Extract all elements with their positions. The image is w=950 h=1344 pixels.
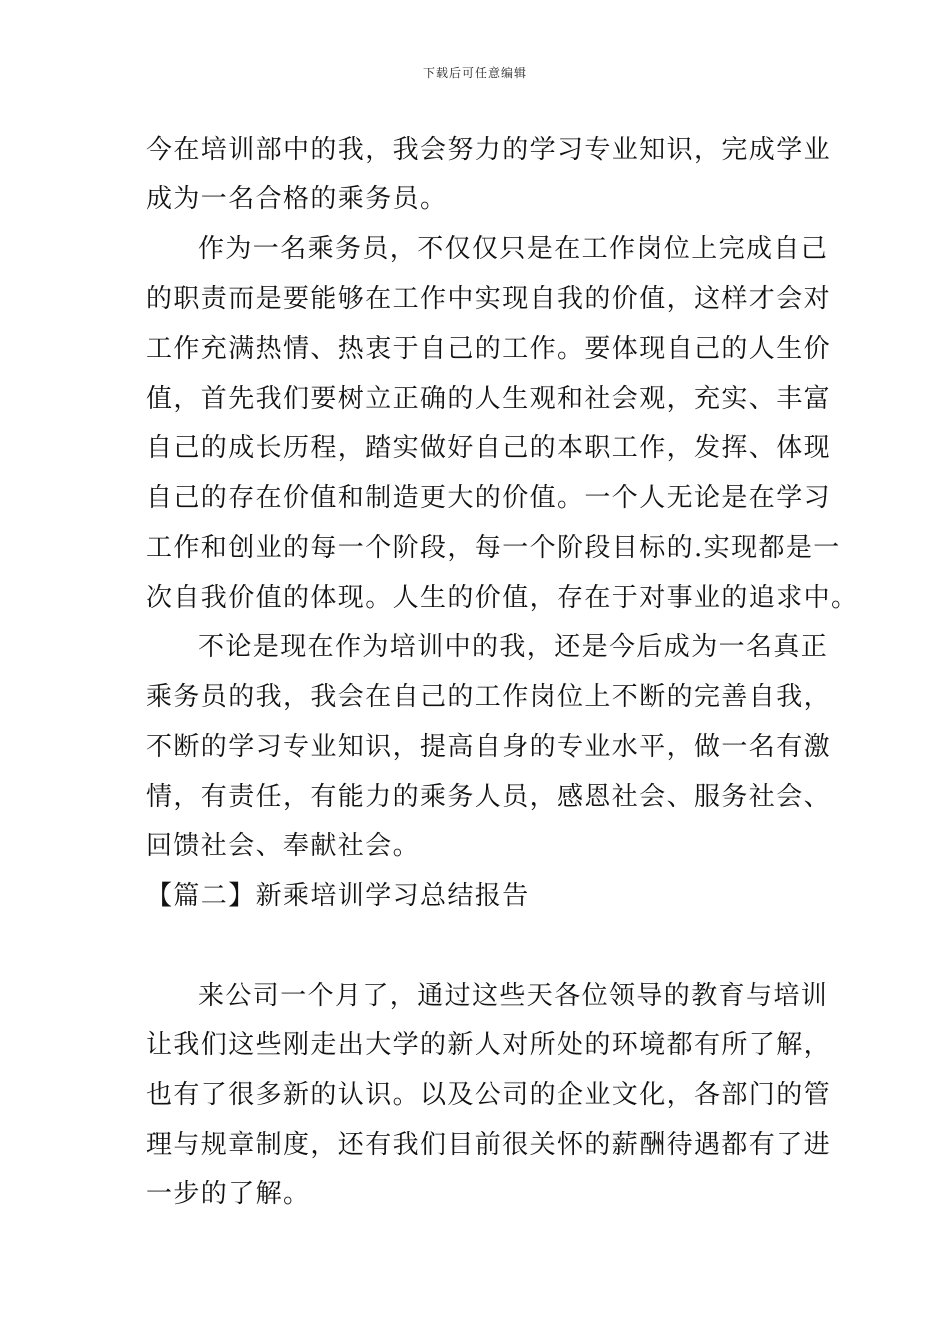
- paragraph-first-line: 来公司一个月了，通过这些天各位领导的教育与培训: [198, 981, 829, 1011]
- text-line: 一步的了解。: [146, 1179, 311, 1209]
- text-line: 的职责而是要能够在工作中实现自我的价值，这样才会对: [146, 284, 832, 314]
- text-line: 次自我价值的体现。人生的价值，存在于对事业的追求中。: [146, 583, 859, 613]
- paragraph-first-line: 不论是现在作为培训中的我，还是今后成为一名真正: [198, 632, 829, 662]
- text-line: 今在培训部中的我，我会努力的学习专业知识，完成学业: [146, 135, 832, 165]
- text-line: 不断的学习专业知识，提高自身的专业水平，做一名有激: [146, 732, 832, 762]
- text-line: 自己的存在价值和制造更大的价值。一个人无论是在学习: [146, 483, 832, 513]
- text-line: 工作和创业的每一个阶段，每一个阶段目标的.实现都是一: [146, 533, 841, 563]
- text-line: 乘务员的我，我会在自己的工作岗位上不断的完善自我，: [146, 682, 832, 712]
- text-line: 工作充满热情、热衷于自己的工作。要体现自己的人生价: [146, 334, 832, 364]
- text-line: 让我们这些刚走出大学的新人对所处的环境都有所了解，: [146, 1030, 832, 1060]
- paragraph-first-line: 作为一名乘务员，不仅仅只是在工作岗位上完成自己: [198, 234, 829, 264]
- text-line: 也有了很多新的认识。以及公司的企业文化，各部门的管: [146, 1080, 832, 1110]
- page-header: 下载后可任意编辑: [422, 66, 527, 80]
- text-line: 值，首先我们要树立正确的人生观和社会观，充实、丰富: [146, 384, 832, 414]
- text-line: 理与规章制度，还有我们目前很关怀的薪酬待遇都有了进: [146, 1130, 832, 1160]
- section-heading: 【篇二】新乘培训学习总结报告: [146, 881, 530, 911]
- text-line: 自己的成长历程，踏实做好自己的本职工作，发挥、体现: [146, 433, 832, 463]
- text-line: 回馈社会、奉献社会。: [146, 831, 421, 861]
- text-line: 情，有责任，有能力的乘务人员，感恩社会、服务社会、: [146, 782, 832, 812]
- text-line: 成为一名合格的乘务员。: [146, 184, 448, 214]
